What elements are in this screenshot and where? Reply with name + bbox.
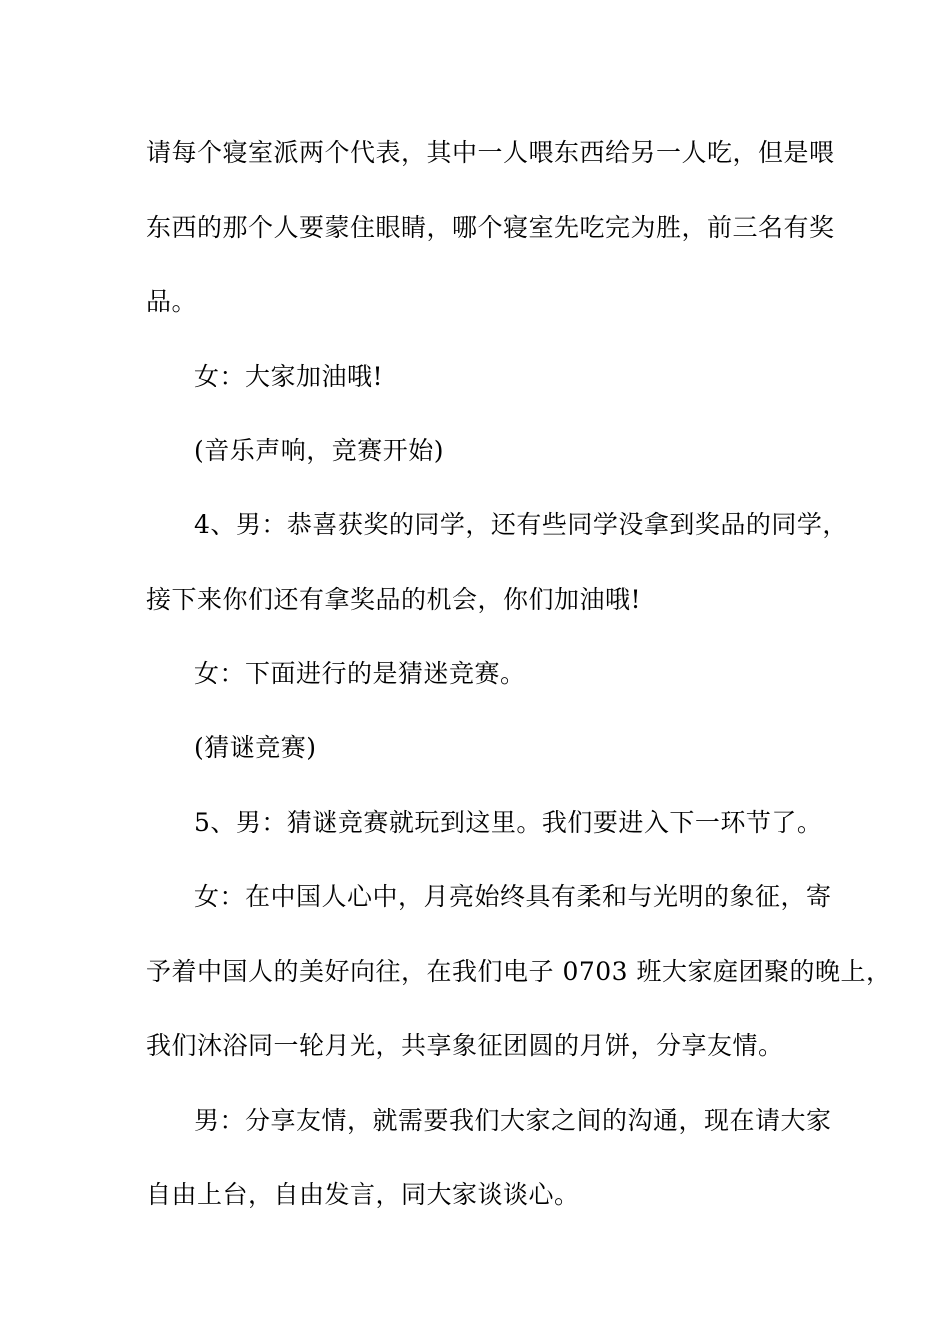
text-line: 予着中国人的美好向往，在我们电子 0703 班大家庭团聚的晚上， xyxy=(146,957,892,986)
dialogue-line: 5、男：猜谜竞赛就玩到这里。我们要进入下一环节了。 xyxy=(194,808,823,837)
dialogue-line: 女：在中国人心中，月亮始终具有柔和与光明的象征，寄 xyxy=(194,882,832,911)
text-line: 东西的那个人要蒙住眼睛，哪个寝室先吃完为胜，前三名有奖 xyxy=(146,213,835,242)
text-line: 品。 xyxy=(146,287,198,316)
dialogue-line: 4、男：恭喜获奖的同学，还有些同学没拿到奖品的同学， xyxy=(194,510,848,539)
dialogue-line: 女：下面进行的是猜迷竞赛。 xyxy=(194,659,526,688)
text-line: 自由上台，自由发言，同大家谈谈心。 xyxy=(146,1180,580,1209)
stage-direction: (猜谜竞赛) xyxy=(194,733,317,762)
text-line: 请每个寝室派两个代表，其中一人喂东西给另一人吃，但是喂 xyxy=(146,138,835,167)
stage-direction: (音乐声响，竞赛开始) xyxy=(194,436,445,465)
text-line: 我们沐浴同一轮月光，共享象征团圆的月饼，分享友情。 xyxy=(146,1031,784,1060)
dialogue-line: 女：大家加油哦! xyxy=(194,362,384,391)
dialogue-line: 男：分享友情，就需要我们大家之间的沟通，现在请大家 xyxy=(194,1106,832,1135)
text-line: 接下来你们还有拿奖品的机会，你们加油哦! xyxy=(146,585,642,614)
